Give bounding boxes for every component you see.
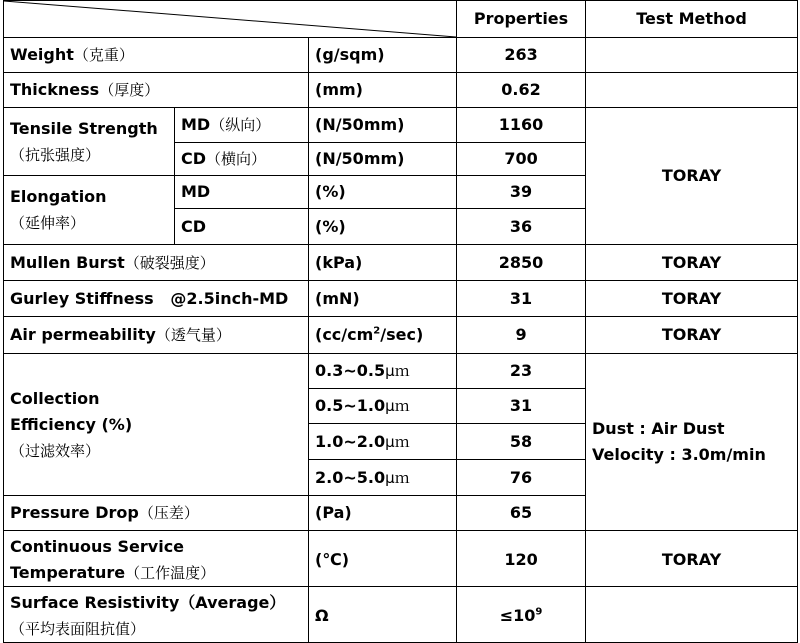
header-properties: Properties bbox=[457, 1, 586, 38]
air-unit: $(cc/cm^2/\sec)$ bbox=[309, 317, 457, 354]
weight-value: 263 bbox=[457, 38, 586, 73]
pressure-value: 65 bbox=[457, 496, 586, 531]
continuous-label: Continuous Service Temperature（工作温度） bbox=[4, 531, 309, 587]
tensile-cd-value: 700 bbox=[457, 143, 586, 176]
header-diagonal-cell bbox=[4, 1, 457, 38]
row-air-permeability bbox=[4, 317, 798, 354]
mullen-label: Mullen Burst（破裂强度） bbox=[4, 245, 309, 281]
collection-value-2: 31 bbox=[457, 389, 586, 424]
header-test-method: Test Method bbox=[586, 1, 798, 38]
mullen-value: 2850 bbox=[457, 245, 586, 281]
thickness-unit: (mm) bbox=[309, 73, 457, 108]
collection-range-3: 1.0~2.0μｍ bbox=[309, 424, 457, 460]
header-row bbox=[4, 1, 798, 38]
mullen-method: TORAY bbox=[586, 245, 798, 281]
weight-unit: (g/sqm) bbox=[309, 38, 457, 73]
elongation-md-label: MD bbox=[175, 176, 309, 209]
collection-value-1: 23 bbox=[457, 354, 586, 389]
row-gurley bbox=[4, 281, 798, 317]
toray-group-method: TORAY bbox=[586, 108, 798, 245]
pressure-label: Pressure Drop（压差） bbox=[4, 496, 309, 531]
collection-range-2: 0.5~1.0μｍ bbox=[309, 389, 457, 424]
elongation-md-value: 39 bbox=[457, 176, 586, 209]
collection-range-4: 2.0~5.0μｍ bbox=[309, 460, 457, 496]
air-value: 9 bbox=[457, 317, 586, 354]
continuous-unit: (℃) bbox=[309, 531, 457, 587]
row-thickness bbox=[4, 73, 798, 108]
tensile-cd-label: CD（横向） bbox=[175, 143, 309, 176]
surface-label: Surface Resistivity（Average） （平均表面阻抗值） bbox=[4, 587, 309, 643]
surface-unit: Ω bbox=[309, 587, 457, 643]
weight-method bbox=[586, 38, 798, 73]
gurley-label: Gurley Stiffness @2.5inch-MD bbox=[4, 281, 309, 317]
tensile-label: Tensile Strength （抗张强度） bbox=[4, 108, 175, 176]
mullen-unit: (kPa) bbox=[309, 245, 457, 281]
collection-value-3: 58 bbox=[457, 424, 586, 460]
gurley-unit: (mN) bbox=[309, 281, 457, 317]
thickness-value: 0.62 bbox=[457, 73, 586, 108]
collection-method: Dust : Air Dust Velocity : 3.0m/min bbox=[586, 354, 798, 531]
row-weight bbox=[4, 38, 798, 73]
elongation-cd-unit: (%) bbox=[309, 209, 457, 245]
elongation-cd-label: CD bbox=[175, 209, 309, 245]
surface-value: $\le 10^9$ bbox=[457, 587, 586, 643]
collection-label: Collection Efficiency (%) （过滤效率） bbox=[4, 354, 309, 496]
row-collection-1 bbox=[4, 354, 798, 389]
pressure-unit: (Pa) bbox=[309, 496, 457, 531]
tensile-md-unit: (N/50mm) bbox=[309, 108, 457, 143]
thickness-label: Thickness（厚度） bbox=[4, 73, 309, 108]
spec-table bbox=[3, 0, 798, 643]
air-label: Air permeability（透气量） bbox=[4, 317, 309, 354]
row-continuous-temp bbox=[4, 531, 798, 587]
gurley-method: TORAY bbox=[586, 281, 798, 317]
air-method: TORAY bbox=[586, 317, 798, 354]
elongation-md-unit: (%) bbox=[309, 176, 457, 209]
row-surface-resistivity bbox=[4, 587, 798, 643]
collection-value-4: 76 bbox=[457, 460, 586, 496]
continuous-value: 120 bbox=[457, 531, 586, 587]
collection-range-1: 0.3~0.5μｍ bbox=[309, 354, 457, 389]
row-tensile-md bbox=[4, 108, 798, 143]
surface-method bbox=[586, 587, 798, 643]
weight-label: Weight（克重） bbox=[4, 38, 309, 73]
tensile-cd-unit: (N/50mm) bbox=[309, 143, 457, 176]
elongation-cd-value: 36 bbox=[457, 209, 586, 245]
tensile-md-label: MD（纵向） bbox=[175, 108, 309, 143]
thickness-method bbox=[586, 73, 798, 108]
continuous-method: TORAY bbox=[586, 531, 798, 587]
elongation-label: Elongation （延伸率） bbox=[4, 176, 175, 245]
gurley-value: 31 bbox=[457, 281, 586, 317]
diagonal-line bbox=[4, 1, 456, 37]
tensile-md-value: 1160 bbox=[457, 108, 586, 143]
row-mullen bbox=[4, 245, 798, 281]
